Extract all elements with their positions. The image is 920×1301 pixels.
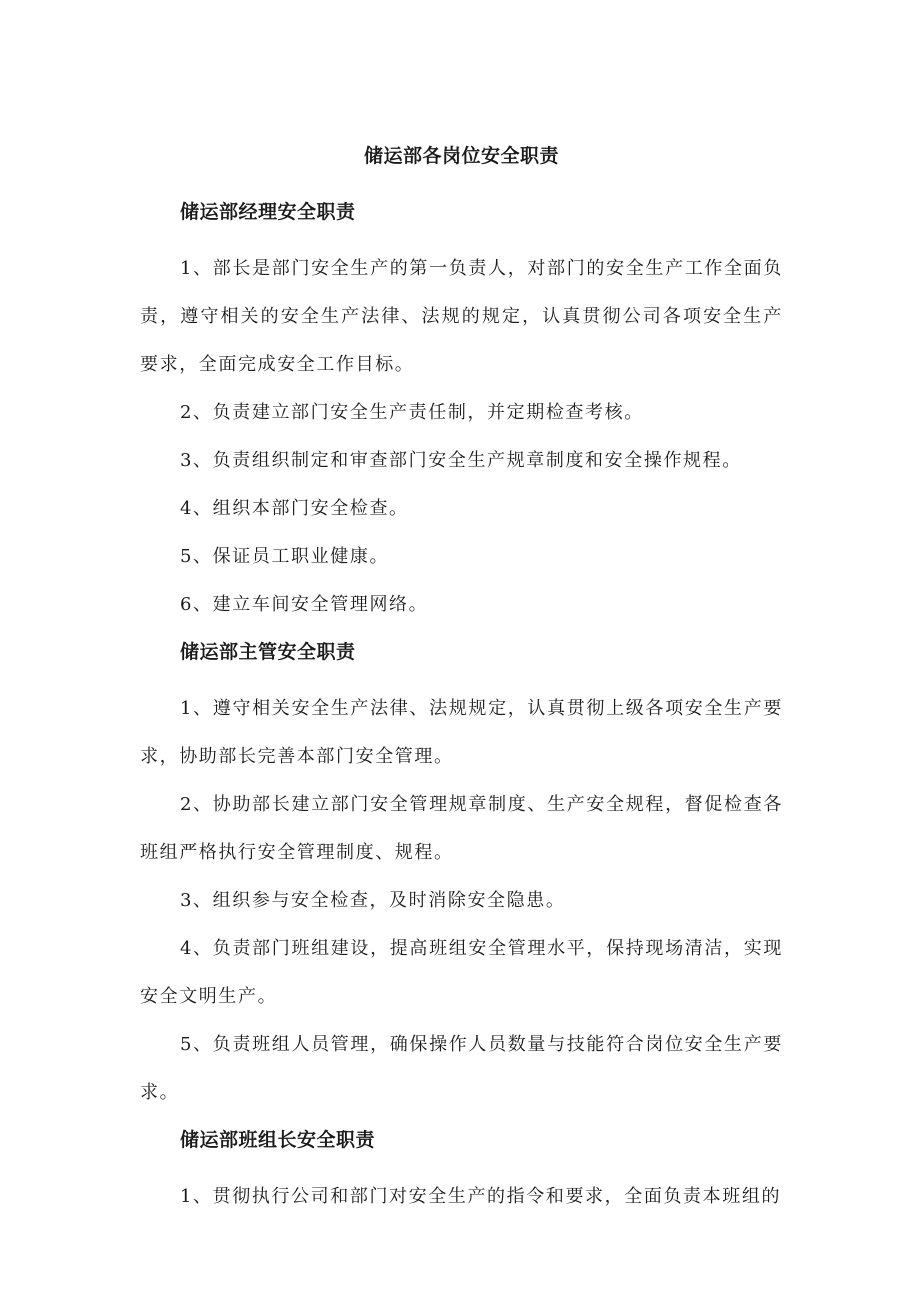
- paragraph: 5、负责班组人员管理，确保操作人员数量与技能符合岗位安全生产要求。: [140, 1034, 783, 1103]
- paragraph: 1、贯彻执行公司和部门对安全生产的指令和要求，全面负责本班组的: [180, 1186, 782, 1207]
- paragraph: 2、协助部长建立部门安全管理规章制度、生产安全规程，督促检查各班组严格执行安全管理制度、规程。: [140, 794, 783, 863]
- paragraph: 6、建立车间安全管理网络。: [180, 594, 429, 615]
- document-page: [140, 141, 783, 1221]
- section-heading-manager: 储运部经理安全职责: [180, 201, 356, 223]
- paragraph: 3、组织参与安全检查，及时消除安全隐患。: [180, 890, 566, 911]
- paragraph: 4、负责部门班组建设，提高班组安全管理水平，保持现场清洁，实现安全文明生产。: [140, 938, 783, 1007]
- paragraph: 1、部长是部门安全生产的第一负责人，对部门的安全生产工作全面负责，遵守相关的安全生产法律、法规的规定，认真贯彻公司各项安全生产要求，全面完成安全工作目标。: [140, 258, 783, 375]
- section-heading-team-leader: 储运部班组长安全职责: [180, 1129, 376, 1151]
- section-heading-supervisor: 储运部主管安全职责: [180, 641, 356, 663]
- paragraph: 3、负责组织制定和审查部门安全生产规章制度和安全操作规程。: [180, 450, 742, 471]
- document-title: 储运部各岗位安全职责: [363, 145, 559, 167]
- paragraph: 5、保证员工职业健康。: [180, 546, 390, 567]
- paragraph: 4、组织本部门安全检查。: [180, 498, 409, 519]
- paragraph: 2、负责建立部门安全生产责任制，并定期检查考核。: [180, 402, 644, 423]
- paragraph: 1、遵守相关安全生产法律、法规规定，认真贯彻上级各项安全生产要求，协助部长完善本部门安全管理。: [140, 698, 783, 767]
